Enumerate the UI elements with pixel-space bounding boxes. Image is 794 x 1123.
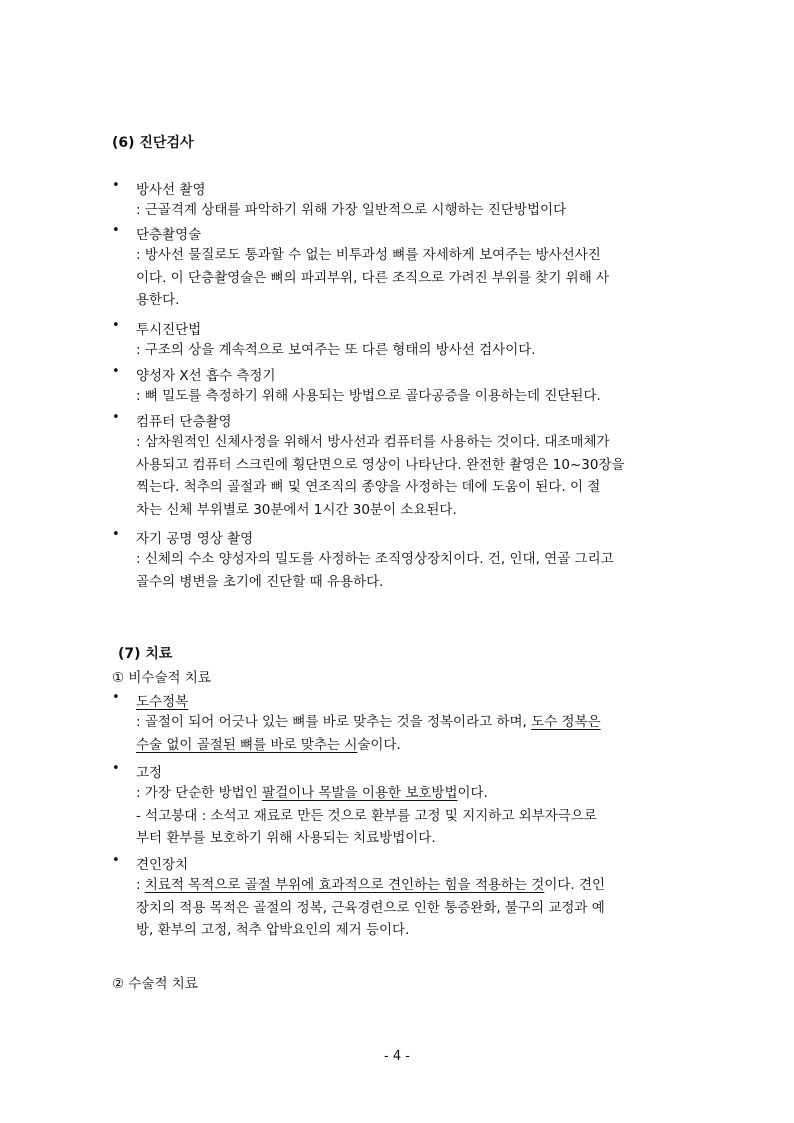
bullet-label: 견인장치 xyxy=(136,857,189,873)
bullet-dot-icon: • xyxy=(112,527,120,542)
closed-reduction-description: : 골절이 되어 어긋나 있는 뼈를 바로 맞추는 것을 정복이라고 하며, 도수 정복은 수술 없이 골절된 뼈를 바로 맞추는 시술이다. xyxy=(136,714,601,753)
bullet-dot-icon: • xyxy=(112,761,120,776)
bullet-closed-reduction xyxy=(112,690,694,710)
radiography-description: : 근골격계 상태를 파악하기 위해 가장 일반적으로 시행하는 진단방법이다 xyxy=(136,202,567,218)
bullet-label: 단층촬영술 xyxy=(136,227,202,243)
densitometry-description: : 뼈 밀도를 측정하기 위해 사용되는 방법으로 골다공증을 이용하는데 진단된다. xyxy=(136,388,601,404)
bullet-label: 양성자 X선 흡수 측정기 xyxy=(136,368,276,384)
bullet-label: 컴퓨터 단층촬영 xyxy=(136,414,232,430)
mri-description: : 신체의 수소 양성자의 밀도를 사정하는 조직영상장치이다. 건, 인대, 연골 그리고 골수의 병변을 초기에 진단할 때 유용하다. xyxy=(136,551,614,590)
bullet-dot-icon: • xyxy=(112,853,120,868)
bullet-traction xyxy=(112,853,694,873)
bullet-dot-icon: • xyxy=(112,318,120,333)
fluoroscopy-description: : 구조의 상을 계속적으로 보여주는 또 다른 형태의 방사선 검사이다. xyxy=(136,342,536,358)
section-7-heading: (7) 치료 xyxy=(118,646,173,662)
bullet-tomography xyxy=(112,223,694,243)
section-6-heading: (6) 진단검사 xyxy=(112,135,194,151)
bullet-mri xyxy=(112,527,694,547)
bullet-label: 도수정복 xyxy=(136,694,189,710)
bullet-label: 투시진단법 xyxy=(136,322,202,338)
bullet-radiography xyxy=(112,178,694,198)
bullet-dot-icon: • xyxy=(112,364,120,379)
bullet-ct xyxy=(112,410,694,430)
bullet-dot-icon: • xyxy=(112,690,120,705)
ct-description: : 삼차원적인 신체사정을 위해서 방사선과 컴퓨터를 사용하는 것이다. 대조매체가 사용되고 컴퓨터 스크린에 횡단면으로 영상이 나타난다. 완전한 촬영은 10~30장을 찍는다. 척추의 골절과 뼈 및 연조직의 종양을 사정하는 데에 도움이 된다. 이 절 차는 신체 부위별로 30분에서 1시간 30분이 소요된다. xyxy=(136,434,625,518)
bullet-label: 자기 공명 영상 촬영 xyxy=(136,531,254,547)
bullet-label: 방사선 촬영 xyxy=(136,182,206,198)
traction-description: : 치료적 목적으로 골절 부위에 효과적으로 견인하는 힘을 적용하는 것이다. 견인 장치의 적용 목적은 골절의 정복, 근육경련으로 인한 통증완화, 불구의 교정과 예 방, 환부의 고정, 척추 압박요인의 제거 등이다. xyxy=(136,877,606,938)
bullet-dot-icon: • xyxy=(112,410,120,425)
non-surgical-heading: ① 비수술적 치료 xyxy=(112,670,211,686)
bullet-dot-icon: • xyxy=(112,178,120,193)
page-number: - 4 - xyxy=(384,1049,410,1064)
surgical-heading: ② 수술적 치료 xyxy=(112,976,198,992)
bullet-fixation xyxy=(112,761,694,781)
tomography-description: : 방사선 물질로도 통과할 수 없는 비투과성 뼈를 자세하게 보여주는 방사선사진 이다. 이 단층촬영술은 뼈의 파괴부위, 다른 조직으로 가려진 부위를 찾기 위해 사 용한다. xyxy=(136,247,610,308)
fixation-description: : 가장 단순한 방법인 팔걸이나 목발을 이용한 보호방법이다. - 석고붕대 : 소석고 재료로 만든 것으로 환부를 고정 및 지지하고 외부자극으로 부터 환부를 보호하기 위해 사용되는 치료방법이다. xyxy=(136,785,597,846)
bullet-fluoroscopy xyxy=(112,318,694,338)
bullet-densitometry xyxy=(112,364,694,384)
bullet-dot-icon: • xyxy=(112,223,120,238)
bullet-label: 고정 xyxy=(136,765,163,781)
